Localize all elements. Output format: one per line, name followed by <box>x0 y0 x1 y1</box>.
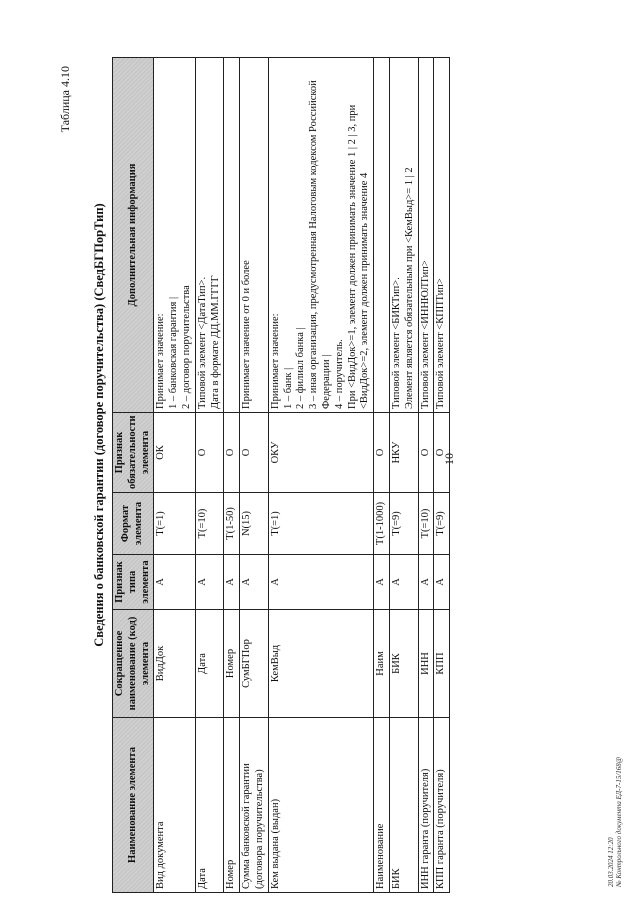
cell-info <box>434 58 450 413</box>
cell-code: Дата <box>195 610 224 718</box>
table-row <box>154 58 195 893</box>
cell-info <box>240 58 269 413</box>
cell-name: ИНН гаранта (поручителя) <box>418 718 434 893</box>
cell-name: Наименование <box>374 718 390 893</box>
cell-format: T(=1) <box>154 493 195 555</box>
cell-required: ОК <box>154 413 195 493</box>
cell-code: Наим <box>374 610 390 718</box>
cell-required: ОКУ <box>268 413 373 493</box>
header-required: Признак обязательности элемента <box>113 413 154 493</box>
cell-info <box>389 58 418 413</box>
info-line: При <ВидДок>=1, элемент должен принимать значение 1 | 2 | 3, при <ВидДок>=2, элемент должен принимать значение 4 <box>346 104 371 409</box>
cell-code: ИНН <box>418 610 434 718</box>
info-line: 1 – банковская гарантия | <box>168 296 180 409</box>
table-number: Таблица 4.10 <box>58 66 72 133</box>
info-line: Дата в формате ДД.ММ.ГГГГ <box>209 275 221 409</box>
cell-info <box>374 58 390 413</box>
cell-name: Сумма банковской гарантии (договора поручительства) <box>240 718 269 893</box>
table-row <box>374 58 390 893</box>
page-number: 10 <box>442 453 456 465</box>
cell-type: А <box>418 555 434 610</box>
cell-code: БИК <box>389 610 418 718</box>
cell-format: T(1-50) <box>224 493 240 555</box>
stamp-date: 20.03.2024 12:20 <box>607 837 615 887</box>
cell-type: А <box>268 555 373 610</box>
table-row <box>434 58 450 893</box>
table-row <box>418 58 434 893</box>
cell-type: А <box>434 555 450 610</box>
info-line: Элемент является обязательным при <КемВыд>= 1 | 2 <box>403 167 415 409</box>
cell-required: О <box>418 413 434 493</box>
cell-info <box>195 58 224 413</box>
info-line: Принимает значение от 0 и более <box>241 260 253 409</box>
cell-required: НКУ <box>389 413 418 493</box>
cell-format: T(=10) <box>418 493 434 555</box>
cell-code: КПП <box>434 610 450 718</box>
info-line: 1 – банк | <box>282 367 294 409</box>
table-row <box>268 58 373 893</box>
cell-name: Кем выдана (выдан) <box>268 718 373 893</box>
header-format: Формат элемента <box>113 493 154 555</box>
cell-info <box>418 58 434 413</box>
document-stamp <box>608 757 623 887</box>
info-line: 2 – договор поручительства <box>180 285 192 409</box>
cell-code: Номер <box>224 610 240 718</box>
table-row <box>195 58 224 893</box>
elements-table <box>112 57 450 893</box>
table-row <box>240 58 269 893</box>
cell-name: КПП гаранта (поручителя) <box>434 718 450 893</box>
info-line: Типовой элемент <ДатаТип>. <box>196 276 208 409</box>
cell-code: ВидДок <box>154 610 195 718</box>
table-row <box>389 58 418 893</box>
info-line: Типовой элемент <БИКТип>. <box>390 277 402 409</box>
cell-name: Вид документа <box>154 718 195 893</box>
info-line: Принимает значение: <box>269 313 281 409</box>
cell-code: СумБГПор <box>240 610 269 718</box>
info-line: Типовой элемент <ИННЮЛТип> <box>419 260 431 409</box>
header-code: Сокращенное наименование (код) элемента <box>113 610 154 718</box>
cell-format: T(=9) <box>434 493 450 555</box>
cell-name: Номер <box>224 718 240 893</box>
table-row <box>224 58 240 893</box>
cell-type: А <box>374 555 390 610</box>
cell-type: А <box>154 555 195 610</box>
cell-required: О <box>374 413 390 493</box>
stamp-document-number: № Контрольного документа ЕД-7-15/168@ <box>614 756 623 887</box>
cell-format: N(15) <box>240 493 269 555</box>
cell-code: КемВыд <box>268 610 373 718</box>
header-info: Дополнительная информация <box>113 58 154 413</box>
table-title: Сведения о банковской гарантии (договоре поручительства) (СведБГПорТип) <box>92 203 106 647</box>
info-line: 2 – филиал банка | <box>295 327 307 409</box>
header-type: Признак типа элемента <box>113 555 154 610</box>
cell-info <box>154 58 195 413</box>
cell-info <box>268 58 373 413</box>
cell-type: А <box>195 555 224 610</box>
info-line: 4 – поручитель. <box>333 339 345 409</box>
cell-required: О <box>224 413 240 493</box>
cell-info <box>224 58 240 413</box>
cell-name: Дата <box>195 718 224 893</box>
info-line: 3 – иная организация, предусмотренная Налоговым кодексом Российской Федерации | <box>308 80 332 409</box>
cell-type: А <box>240 555 269 610</box>
cell-format: T(=1) <box>268 493 373 555</box>
cell-format: T(1-1000) <box>374 493 390 555</box>
cell-format: T(=10) <box>195 493 224 555</box>
cell-required: О <box>195 413 224 493</box>
info-line: Принимает значение: <box>155 313 167 409</box>
table-header-row <box>113 58 154 893</box>
cell-name: БИК <box>389 718 418 893</box>
table-body <box>154 58 450 893</box>
cell-required: О <box>240 413 269 493</box>
cell-format: T(=9) <box>389 493 418 555</box>
cell-required: О <box>434 413 450 493</box>
cell-type: А <box>389 555 418 610</box>
header-name: Наименование элемента <box>113 718 154 893</box>
info-line: Типовой элемент <КППТип> <box>435 278 447 409</box>
cell-type: А <box>224 555 240 610</box>
